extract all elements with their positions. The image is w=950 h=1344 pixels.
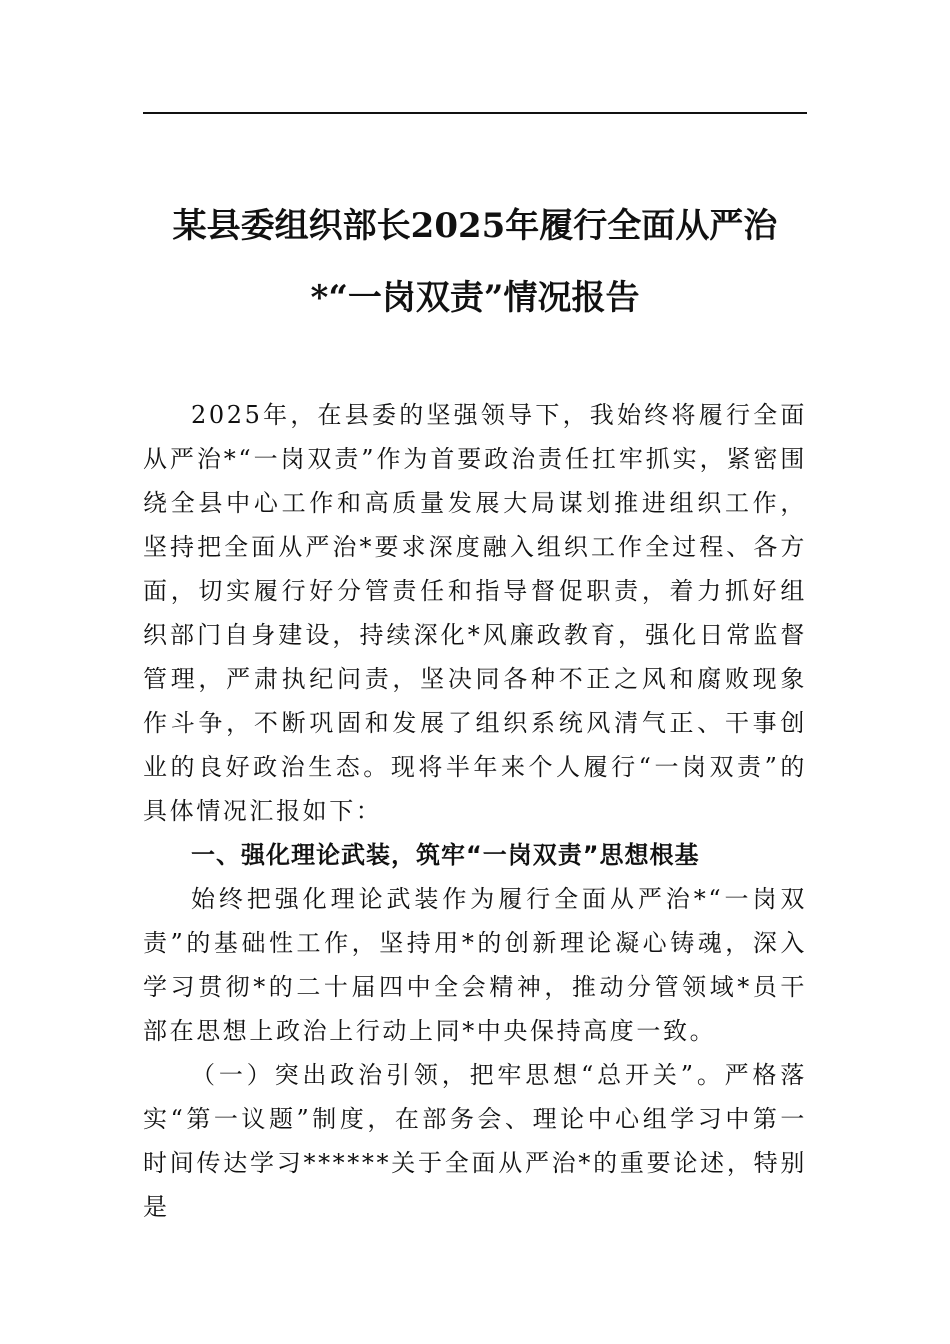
subsection-1-paragraph: （一）突出政治引领，把牢思想“总开关”。严格落实“第一议题”制度，在部务会、理论中心组学习中第一时间传达学习******关于全面从严治*的重要论述，特别是 xyxy=(143,1061,807,1221)
title-line-2: *“一岗双责”情况报告 xyxy=(310,278,640,318)
section-1-paragraph: 始终把强化理论武装作为履行全面从严治*“一岗双责”的基础性工作，坚持用*的创新理论凝心铸魂，深入学习贯彻*的二十届四中全会精神，推动分管领域*员干部在思想上政治上行动上同*中央保持高度一致。 xyxy=(143,885,807,1045)
document-title xyxy=(143,190,807,334)
title-line-1: 某县委组织部长2025年履行全面从严治 xyxy=(172,206,778,246)
header-rule xyxy=(143,112,807,114)
section-heading-1: 一、强化理论武装，筑牢“一岗双责”思想根基 xyxy=(191,841,700,869)
document-body xyxy=(143,393,807,1229)
intro-paragraph: 2025年，在县委的坚强领导下，我始终将履行全面从严治*“一岗双责”作为首要政治责任扛牢抓实，紧密围绕全县中心工作和高质量发展大局谋划推进组织工作，坚持把全面从严治*要求深度融入组织工作全过程、各方面，切实履行好分管责任和指导督促职责，着力抓好组织部门自身建设，持续深化*风廉政教育，强化日常监督管理，严肃执纪问责，坚决同各种不正之风和腐败现象作斗争，不断巩固和发展了组织系统风清气正、干事创业的良好政治生态。现将半年来个人履行“一岗双责”的具体情况汇报如下： xyxy=(143,401,807,825)
